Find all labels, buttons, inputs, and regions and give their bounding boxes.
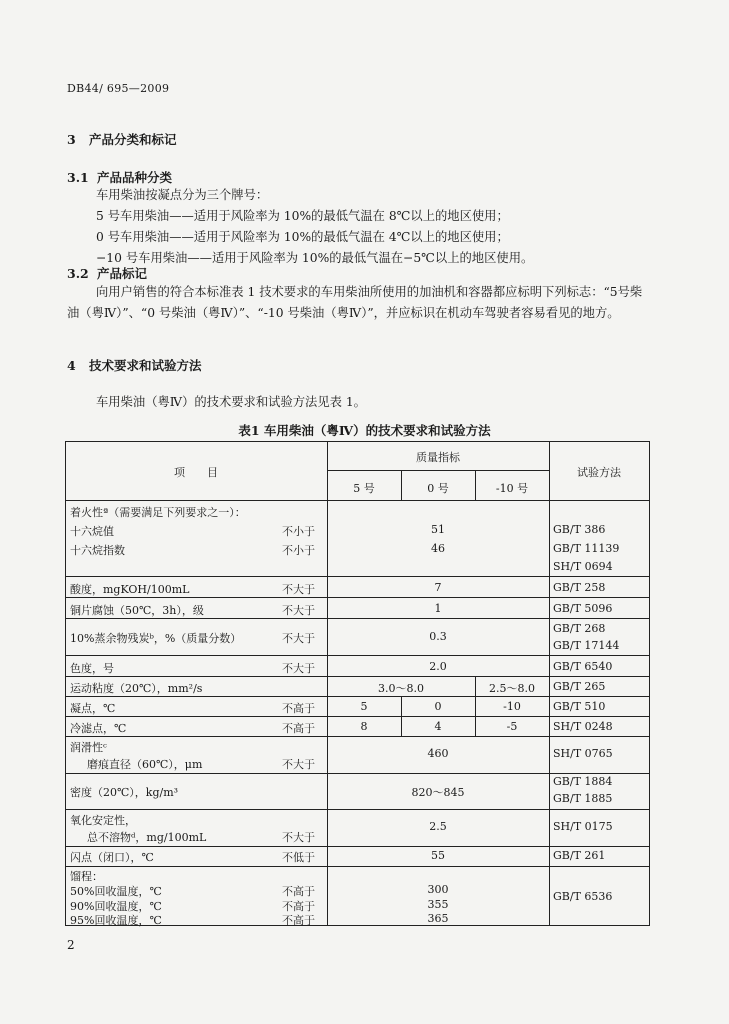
row-value: 51	[431, 523, 445, 536]
section-title: 技术要求和试验方法	[89, 358, 202, 373]
row-limit: 不小于	[282, 525, 315, 538]
row-value: 365	[427, 912, 449, 925]
column-header-method: 试验方法	[577, 466, 621, 479]
row-method: SH/T 0694	[553, 560, 613, 573]
row-limit: 不大于	[282, 662, 315, 675]
column-header-item: 项 目	[174, 466, 218, 479]
row-method: GB/T 1885	[553, 792, 613, 805]
section-3-2-heading	[67, 264, 147, 282]
row-label: 90%回收温度，℃	[70, 900, 162, 913]
section-3-heading	[67, 130, 177, 148]
row-value: 0.3	[429, 630, 447, 643]
row-label: 着火性ª（需要满足下列要求之一）：	[70, 506, 246, 519]
column-header-grade: 5 号	[353, 482, 375, 495]
section-number: 3.2	[67, 266, 89, 281]
row-label: 色度，号	[70, 662, 114, 675]
row-limit: 不高于	[282, 914, 315, 927]
row-method: SH/T 0248	[553, 720, 613, 733]
row-label: 冷滤点，℃	[70, 722, 127, 735]
row-value: 5	[360, 700, 368, 713]
row-value: 3.0～8.0	[378, 682, 424, 695]
table-caption: 表1 车用柴油（粤Ⅳ）的技术要求和试验方法	[238, 423, 491, 438]
row-method: GB/T 11139	[553, 542, 620, 555]
row-limit: 不高于	[282, 885, 315, 898]
row-limit: 不高于	[282, 722, 315, 735]
row-value: 7	[434, 581, 442, 594]
section-title: 产品品种分类	[97, 170, 173, 185]
row-value: 8	[360, 720, 368, 733]
row-method: GB/T 258	[553, 581, 606, 594]
row-value: 2.0	[429, 660, 447, 673]
section-4-heading	[67, 356, 202, 374]
row-value: 4	[434, 720, 442, 733]
row-value: 355	[427, 898, 449, 911]
row-label: 10%蒸余物残炭ᵇ，%（质量分数）	[70, 632, 242, 645]
row-label: 运动粘度（20℃），mm²/s	[70, 682, 203, 695]
row-sublabel: 总不溶物ᵈ，mg/100mL	[87, 831, 207, 844]
paragraph-line: −10 号车用柴油——适用于风险率为 10%的最低气温在−5℃以上的地区使用。	[96, 251, 534, 265]
row-label: 十六烷值	[70, 525, 114, 538]
paragraph-line: 车用柴油按凝点分为三个牌号：	[96, 188, 269, 202]
paragraph: 向用户销售的符合本标准表 1 技术要求的车用柴油所使用的加油机和容器都应标明下列标志：“5号柴油（粤Ⅳ）”、“0 号柴油（粤Ⅳ）”、“-10 号柴油（粤Ⅳ）”，并应标识在机动车驾驶者容易看见的地方。	[67, 285, 643, 320]
row-limit: 不大于	[282, 632, 315, 645]
row-method: GB/T 268	[553, 622, 606, 635]
row-value: 46	[431, 542, 445, 555]
row-method: GB/T 6540	[553, 660, 613, 673]
row-value: 820～845	[411, 786, 465, 799]
row-method: GB/T 386	[553, 523, 606, 536]
row-limit: 不大于	[282, 758, 315, 771]
paragraph: 车用柴油（粤Ⅳ）的技术要求和试验方法见表 1。	[96, 395, 366, 409]
row-limit: 不大于	[282, 583, 315, 596]
row-limit: 不大于	[282, 604, 315, 617]
row-value: 55	[431, 849, 445, 862]
row-method: GB/T 5096	[553, 602, 613, 615]
row-value: 460	[427, 747, 449, 760]
row-sublabel: 磨痕直径（60℃），μm	[87, 758, 203, 771]
row-label: 氧化安定性，	[70, 814, 136, 827]
row-limit: 不小于	[282, 544, 315, 557]
column-header-grade: -10 号	[495, 482, 529, 495]
section-title: 产品标记	[97, 266, 148, 281]
row-label: 酸度，mgKOH/100mL	[70, 583, 190, 596]
row-limit: 不高于	[282, 702, 315, 715]
row-label: 95%回收温度，℃	[70, 914, 162, 927]
section-title: 产品分类和标记	[89, 132, 177, 147]
row-method: GB/T 6536	[553, 890, 613, 903]
row-value: 0	[434, 700, 442, 713]
section-number: 4	[67, 358, 76, 373]
section-3-1-heading	[67, 168, 172, 186]
row-method: GB/T 17144	[553, 639, 620, 652]
row-method: SH/T 0765	[553, 747, 613, 760]
row-value: -5	[506, 720, 518, 733]
row-label: 铜片腐蚀（50℃，3h），级	[70, 604, 204, 617]
column-header-grade: 0 号	[427, 482, 449, 495]
row-value: 1	[434, 602, 442, 615]
paragraph-line: 5 号车用柴油——适用于风险率为 10%的最低气温在 8℃以上的地区使用；	[96, 209, 509, 223]
row-label: 润滑性ᶜ	[70, 741, 107, 754]
column-header-quality: 质量指标	[416, 451, 460, 464]
row-limit: 不高于	[282, 900, 315, 913]
row-method: GB/T 265	[553, 680, 606, 693]
row-limit: 不低于	[282, 851, 315, 864]
row-value: 300	[427, 883, 449, 896]
row-value: 2.5	[429, 820, 447, 833]
row-value: -10	[503, 700, 521, 713]
row-label: 闪点（闭口），℃	[70, 851, 154, 864]
paragraph-line: 0 号车用柴油——适用于风险率为 10%的最低气温在 4℃以上的地区使用；	[96, 230, 509, 244]
document-code: DB44/ 695—2009	[67, 82, 170, 95]
row-label: 馏程：	[70, 870, 103, 883]
section-number: 3	[67, 132, 76, 147]
row-label: 50%回收温度，℃	[70, 885, 162, 898]
row-method: SH/T 0175	[553, 820, 613, 833]
spec-table	[65, 441, 650, 926]
section-number: 3.1	[67, 170, 89, 185]
row-label: 十六烷指数	[70, 544, 125, 557]
row-label: 凝点，℃	[70, 702, 116, 715]
row-label: 密度（20℃），kg/m³	[70, 786, 179, 799]
row-method: GB/T 261	[553, 849, 606, 862]
row-method: GB/T 1884	[553, 775, 613, 788]
row-limit: 不大于	[282, 831, 315, 844]
page-number: 2	[67, 938, 75, 952]
row-method: GB/T 510	[553, 700, 606, 713]
row-value: 2.5～8.0	[489, 682, 535, 695]
